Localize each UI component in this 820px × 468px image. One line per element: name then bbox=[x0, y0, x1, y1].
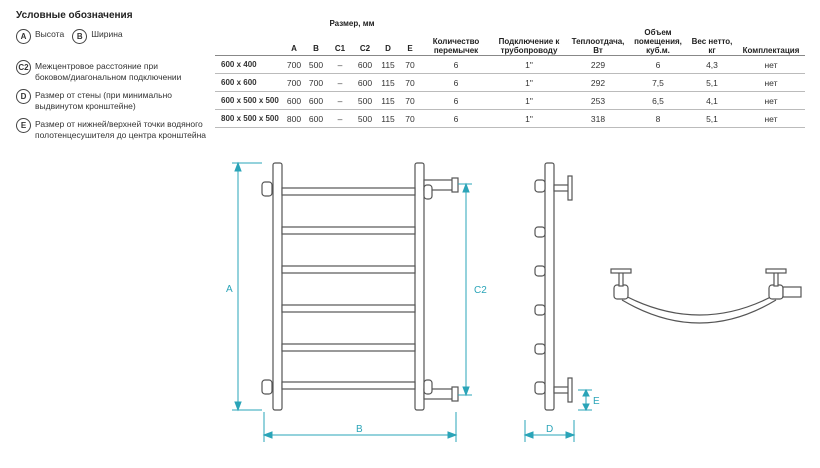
dim-label-a: A bbox=[226, 284, 233, 295]
cell-a: 700 bbox=[283, 74, 305, 92]
cell-weight: 4,1 bbox=[687, 92, 737, 110]
cell-crossbars: 6 bbox=[421, 92, 491, 110]
header-heat: Теплоотдача, Вт bbox=[567, 17, 629, 56]
cell-a: 800 bbox=[283, 110, 305, 128]
cell-d: 115 bbox=[377, 92, 399, 110]
dimension-c2 bbox=[458, 184, 472, 395]
top-view bbox=[611, 269, 801, 323]
legend-text-c2: Межцентровое расстояние при боковом/диагональном подключении bbox=[35, 61, 182, 82]
dimension-e bbox=[578, 390, 592, 410]
cell-heat: 292 bbox=[567, 74, 629, 92]
header-volume: Объем помещения, куб.м. bbox=[629, 17, 687, 56]
cell-connection: 1" bbox=[491, 110, 567, 128]
cell-b: 700 bbox=[305, 74, 327, 92]
cell-connection: 1" bbox=[491, 92, 567, 110]
cell-heat: 253 bbox=[567, 92, 629, 110]
cell-model: 600 x 500 x 500 bbox=[215, 92, 283, 110]
cell-connection: 1" bbox=[491, 56, 567, 74]
cell-crossbars: 6 bbox=[421, 74, 491, 92]
cell-heat: 229 bbox=[567, 56, 629, 74]
cell-c2: 500 bbox=[353, 110, 377, 128]
cell-b: 600 bbox=[305, 92, 327, 110]
header-connection: Подключение к трубопроводу bbox=[491, 17, 567, 56]
dim-label-b: B bbox=[356, 424, 363, 435]
dim-label-c2: C2 bbox=[474, 285, 487, 296]
header-dim-e: E bbox=[399, 41, 421, 56]
legend-letter-c2: C2 bbox=[16, 60, 31, 75]
cell-d: 115 bbox=[377, 56, 399, 74]
cell-crossbars: 6 bbox=[421, 56, 491, 74]
cell-weight: 5,1 bbox=[687, 110, 737, 128]
cell-kit: нет bbox=[737, 110, 805, 128]
legend-title: Условные обозначения bbox=[16, 10, 133, 21]
cell-c1: – bbox=[327, 74, 353, 92]
cell-d: 115 bbox=[377, 110, 399, 128]
cell-d: 115 bbox=[377, 74, 399, 92]
cell-volume: 6 bbox=[629, 56, 687, 74]
cell-b: 600 bbox=[305, 110, 327, 128]
cell-kit: нет bbox=[737, 92, 805, 110]
legend-text-a: Высота bbox=[35, 29, 65, 39]
cell-e: 70 bbox=[399, 110, 421, 128]
header-dim-b: B bbox=[305, 41, 327, 56]
cell-b: 500 bbox=[305, 56, 327, 74]
cell-heat: 318 bbox=[567, 110, 629, 128]
front-view bbox=[262, 163, 458, 410]
cell-c2: 500 bbox=[353, 92, 377, 110]
dim-label-e: E bbox=[593, 396, 600, 407]
legend-letter-d: D bbox=[16, 89, 31, 104]
header-crossbars: Количество перемычек bbox=[421, 17, 491, 56]
legend-letter-b: B bbox=[72, 29, 87, 44]
cell-a: 600 bbox=[283, 92, 305, 110]
cell-e: 70 bbox=[399, 74, 421, 92]
cell-e: 70 bbox=[399, 56, 421, 74]
header-kit: Комплектация bbox=[737, 17, 805, 56]
header-dim-c2: C2 bbox=[353, 41, 377, 56]
legend-letter-e: E bbox=[16, 118, 31, 133]
cell-kit: нет bbox=[737, 56, 805, 74]
cell-model: 800 x 500 x 500 bbox=[215, 110, 283, 128]
cell-a: 700 bbox=[283, 56, 305, 74]
cell-volume: 7,5 bbox=[629, 74, 687, 92]
legend-letter-a: A bbox=[16, 29, 31, 44]
cell-volume: 6,5 bbox=[629, 92, 687, 110]
cell-connection: 1" bbox=[491, 74, 567, 92]
cell-c1: – bbox=[327, 110, 353, 128]
cell-model: 600 x 400 bbox=[215, 56, 283, 74]
side-view bbox=[535, 163, 572, 410]
cell-e: 70 bbox=[399, 92, 421, 110]
cell-weight: 4,3 bbox=[687, 56, 737, 74]
cell-c1: – bbox=[327, 92, 353, 110]
cell-weight: 5,1 bbox=[687, 74, 737, 92]
dimension-a bbox=[232, 163, 262, 410]
cell-c1: – bbox=[327, 56, 353, 74]
cell-model: 600 x 600 bbox=[215, 74, 283, 92]
cell-c2: 600 bbox=[353, 56, 377, 74]
cell-kit: нет bbox=[737, 74, 805, 92]
legend-text-e: Размер от нижней/верхней точки водяного полотенцесушителя до центра кронштейна bbox=[35, 119, 207, 140]
cell-c2: 600 bbox=[353, 74, 377, 92]
header-weight: Вес нетто, кг bbox=[687, 17, 737, 56]
header-dim-a: A bbox=[283, 41, 305, 56]
cell-crossbars: 6 bbox=[421, 110, 491, 128]
header-dim-c1: C1 bbox=[327, 41, 353, 56]
dim-label-d: D bbox=[546, 424, 554, 435]
cell-volume: 8 bbox=[629, 110, 687, 128]
legend-text-d: Размер от стены (при минимально выдвинутом кронштейне) bbox=[35, 90, 172, 111]
legend-text-b: Ширина bbox=[91, 29, 123, 39]
header-size: Размер, мм bbox=[329, 19, 375, 28]
header-dim-d: D bbox=[377, 41, 399, 56]
